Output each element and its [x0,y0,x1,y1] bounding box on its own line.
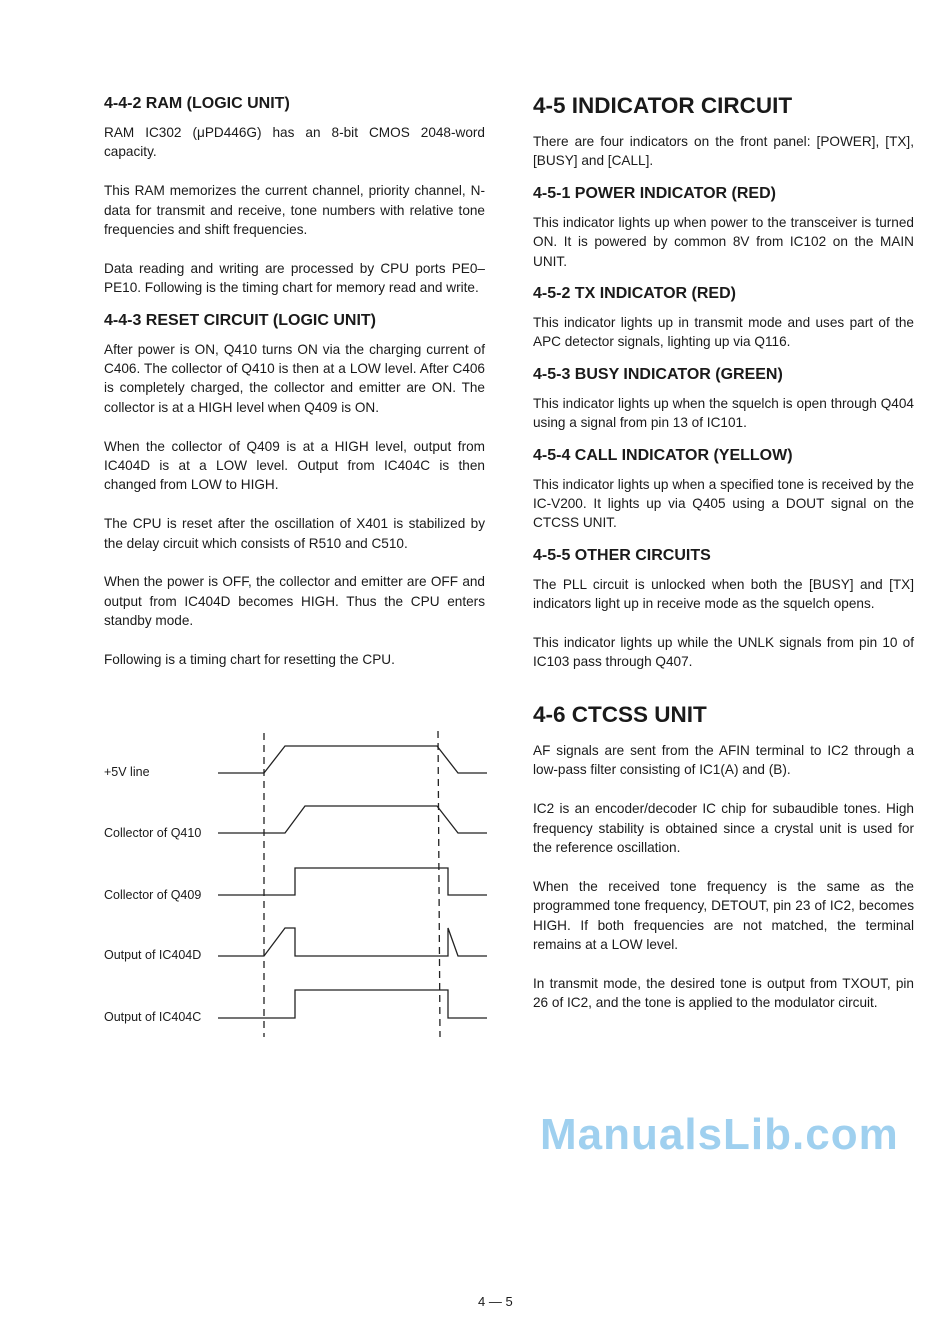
section-heading-other: 4-5-5 OTHER CIRCUITS [533,546,711,564]
section-heading-reset: 4-4-3 RESET CIRCUIT (LOGIC UNIT) [104,311,377,329]
waveform-ic404d [218,928,487,956]
waveform-q410 [218,806,487,833]
paragraph: AF signals are sent from the AFIN terminal to IC2 through a low-pass filter consisting of IC1(A) and (B). [533,742,914,778]
signal-label: Collector of Q410 [104,826,202,841]
paragraph: Data reading and writing are processed by CPU ports PE0–PE10. Following is the timing chart for memory read and write. [104,260,485,296]
timing-chart [104,731,504,1041]
section-heading-tx: 4-5-2 TX INDICATOR (RED) [533,285,736,303]
paragraph: There are four indicators on the front panel: [POWER], [TX], [BUSY] and [CALL]. [533,134,914,169]
signal-label: +5V line [104,765,150,780]
paragraph: This indicator lights up in transmit mode and uses part of the APC detector signals, lighting up via Q116. [533,315,914,350]
paragraph: Following is a timing chart for resetting the CPU. [104,652,395,668]
dashed-marker [438,731,440,1037]
waveform-5v [218,746,487,773]
signal-label: Collector of Q409 [104,888,202,903]
signal-label: Output of IC404D [104,948,202,963]
paragraph: This RAM memorizes the current channel, priority channel, N-data for transmit and receive, tone numbers with relative tone frequencies and shift frequencies. [104,183,485,238]
timing-waveforms [104,731,504,1041]
paragraph: When the collector of Q409 is at a HIGH level, output from IC404D is at a LOW level. Output from IC404C is then changed from LOW to HIGH. [104,438,485,493]
left-column [104,94,485,1041]
section-heading-call: 4-5-4 CALL INDICATOR (YELLOW) [533,446,793,464]
paragraph: When the power is OFF, the collector and emitter are OFF and output from IC404D becomes HIGH. Thus the CPU enters standby mode. [104,574,485,629]
waveform-ic404c [218,990,487,1018]
paragraph: RAM IC302 (μPD446G) has an 8-bit CMOS 2048-word capacity. [104,125,485,160]
page-number: 4 — 5 [478,1294,513,1309]
paragraph: The PLL circuit is unlocked when both the [BUSY] and [TX] indicators light up in receive mode as the squelch opens. [533,576,914,612]
watermark: ManualsLib.com [540,1110,899,1159]
paragraph: After power is ON, Q410 turns ON via the charging current of C406. The collector of Q410 is then at a LOW level. After C406 is completely charged, the collector and emitter are ON. The collector is at a HIGH level when Q409 is ON. [104,341,485,415]
paragraph: In transmit mode, the desired tone is output from TXOUT, pin 26 of IC2, and the tone is applied to the modulator circuit. [533,975,914,1011]
section-heading-ram: 4-4-2 RAM (LOGIC UNIT) [104,95,290,112]
waveform-q409 [218,868,487,895]
signal-label: Output of IC404C [104,1010,202,1025]
section-title-indicator: 4-5 INDICATOR CIRCUIT [533,93,793,118]
right-column [533,93,914,1013]
section-heading-power: 4-5-1 POWER INDICATOR (RED) [533,184,776,202]
paragraph: When the received tone frequency is the same as the programmed tone frequency, DETOUT, pin 23 of IC2, becomes HIGH. If both frequencies are not matched, the terminal remains at a LOW level. [533,878,914,952]
paragraph: IC2 is an encoder/decoder IC chip for subaudible tones. High frequency stability is obtained since a crystal unit is used for the reference oscillation. [533,801,914,855]
section-heading-busy: 4-5-3 BUSY INDICATOR (GREEN) [533,365,783,383]
paragraph: This indicator lights up when power to the transceiver is turned ON. It is powered by common 8V from IC102 on the MAIN UNIT. [533,214,914,269]
paragraph: This indicator lights up when the squelch is open through Q404 using a signal from pin 13 of IC101. [533,395,914,431]
section-title-ctcss: 4-6 CTCSS UNIT [533,701,707,727]
paragraph: This indicator lights up when a specified tone is received by the IC-V200. It lights up via Q405 using a DOUT signal on the CTCSS UNIT. [533,476,914,531]
paragraph: The CPU is reset after the oscillation of X401 is stabilized by the delay circuit which consists of R510 and C510. [104,516,485,551]
paragraph: This indicator lights up while the UNLK signals from pin 10 of IC103 pass through Q407. [533,635,914,670]
